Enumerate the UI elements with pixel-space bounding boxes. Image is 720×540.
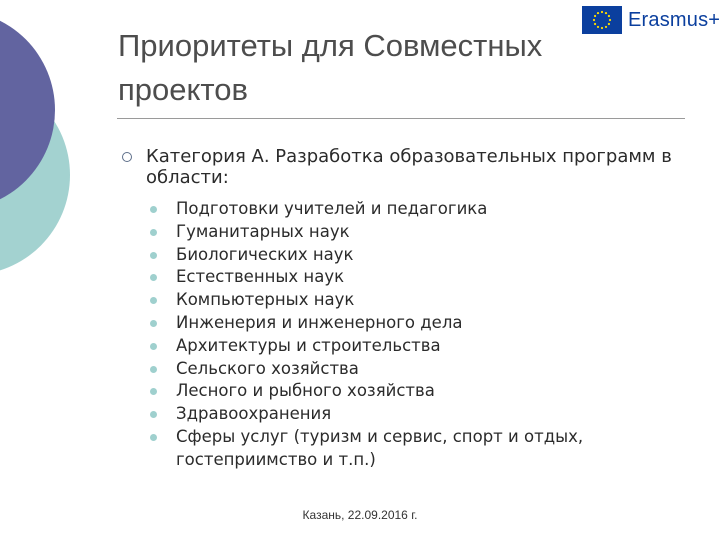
dot-bullet-icon xyxy=(150,434,157,441)
list-item xyxy=(174,335,678,358)
list-item-text: Подготовки учителей и педагогика xyxy=(176,199,488,218)
list-item xyxy=(174,403,678,426)
slide-title xyxy=(118,24,638,112)
eu-star-icon xyxy=(601,11,603,13)
eu-star-icon xyxy=(597,12,599,14)
ring-bullet-icon xyxy=(122,152,132,162)
dot-bullet-icon xyxy=(150,274,157,281)
slide-body xyxy=(118,146,678,472)
list-item-text: Сферы услуг (туризм и сервис, спорт и отдых, гостеприимство и т.п.) xyxy=(176,426,584,469)
eu-star-icon xyxy=(594,15,596,17)
list-item-text: Лесного и рыбного хозяйства xyxy=(176,381,435,401)
category-text: Категория А. Разработка образовательных программ в области: xyxy=(146,146,672,188)
dot-bullet-icon xyxy=(150,297,157,304)
list-item-text: Архитектуры и строительства xyxy=(176,335,441,355)
dot-bullet-icon xyxy=(150,229,157,236)
list-item xyxy=(174,244,678,267)
slide-title-line1: Приоритеты для Совместных xyxy=(118,28,543,63)
list-item xyxy=(174,221,678,244)
list-item xyxy=(174,358,678,381)
eu-star-icon xyxy=(608,15,610,17)
slide-title-line2: проектов xyxy=(118,72,248,107)
dot-bullet-icon xyxy=(150,411,157,418)
list-item-text: Здравоохранения xyxy=(176,404,332,424)
slide-footer: Казань, 22.09.2016 г. xyxy=(302,508,418,522)
list-item-text: Гуманитарных наук xyxy=(176,221,350,241)
dot-bullet-icon xyxy=(150,206,157,213)
dot-bullet-icon xyxy=(150,366,157,373)
list-item-text: Биологических наук xyxy=(176,244,354,264)
list-item-text: Инженерия и инженерного дела xyxy=(176,312,463,332)
title-divider xyxy=(117,118,685,119)
eu-star-icon xyxy=(609,19,611,21)
dot-bullet-icon xyxy=(150,320,157,327)
list-item xyxy=(174,426,678,472)
eu-star-icon xyxy=(605,12,607,14)
category-item xyxy=(118,146,678,188)
dot-bullet-icon xyxy=(150,343,157,350)
dot-bullet-icon xyxy=(150,388,157,395)
list-item xyxy=(174,266,678,289)
list-item xyxy=(174,198,678,221)
list-item xyxy=(174,312,678,335)
decorative-circles xyxy=(0,0,100,300)
list-item-text: Естественных наук xyxy=(176,267,345,287)
subject-list xyxy=(118,198,678,472)
erasmus-logo-text: Erasmus+ xyxy=(628,8,720,31)
list-item-text: Компьютерных наук xyxy=(176,290,355,310)
list-item xyxy=(174,380,678,403)
list-item-text: Сельского хозяйства xyxy=(176,358,359,378)
list-item xyxy=(174,289,678,312)
eu-star-icon xyxy=(593,19,595,21)
dot-bullet-icon xyxy=(150,252,157,259)
